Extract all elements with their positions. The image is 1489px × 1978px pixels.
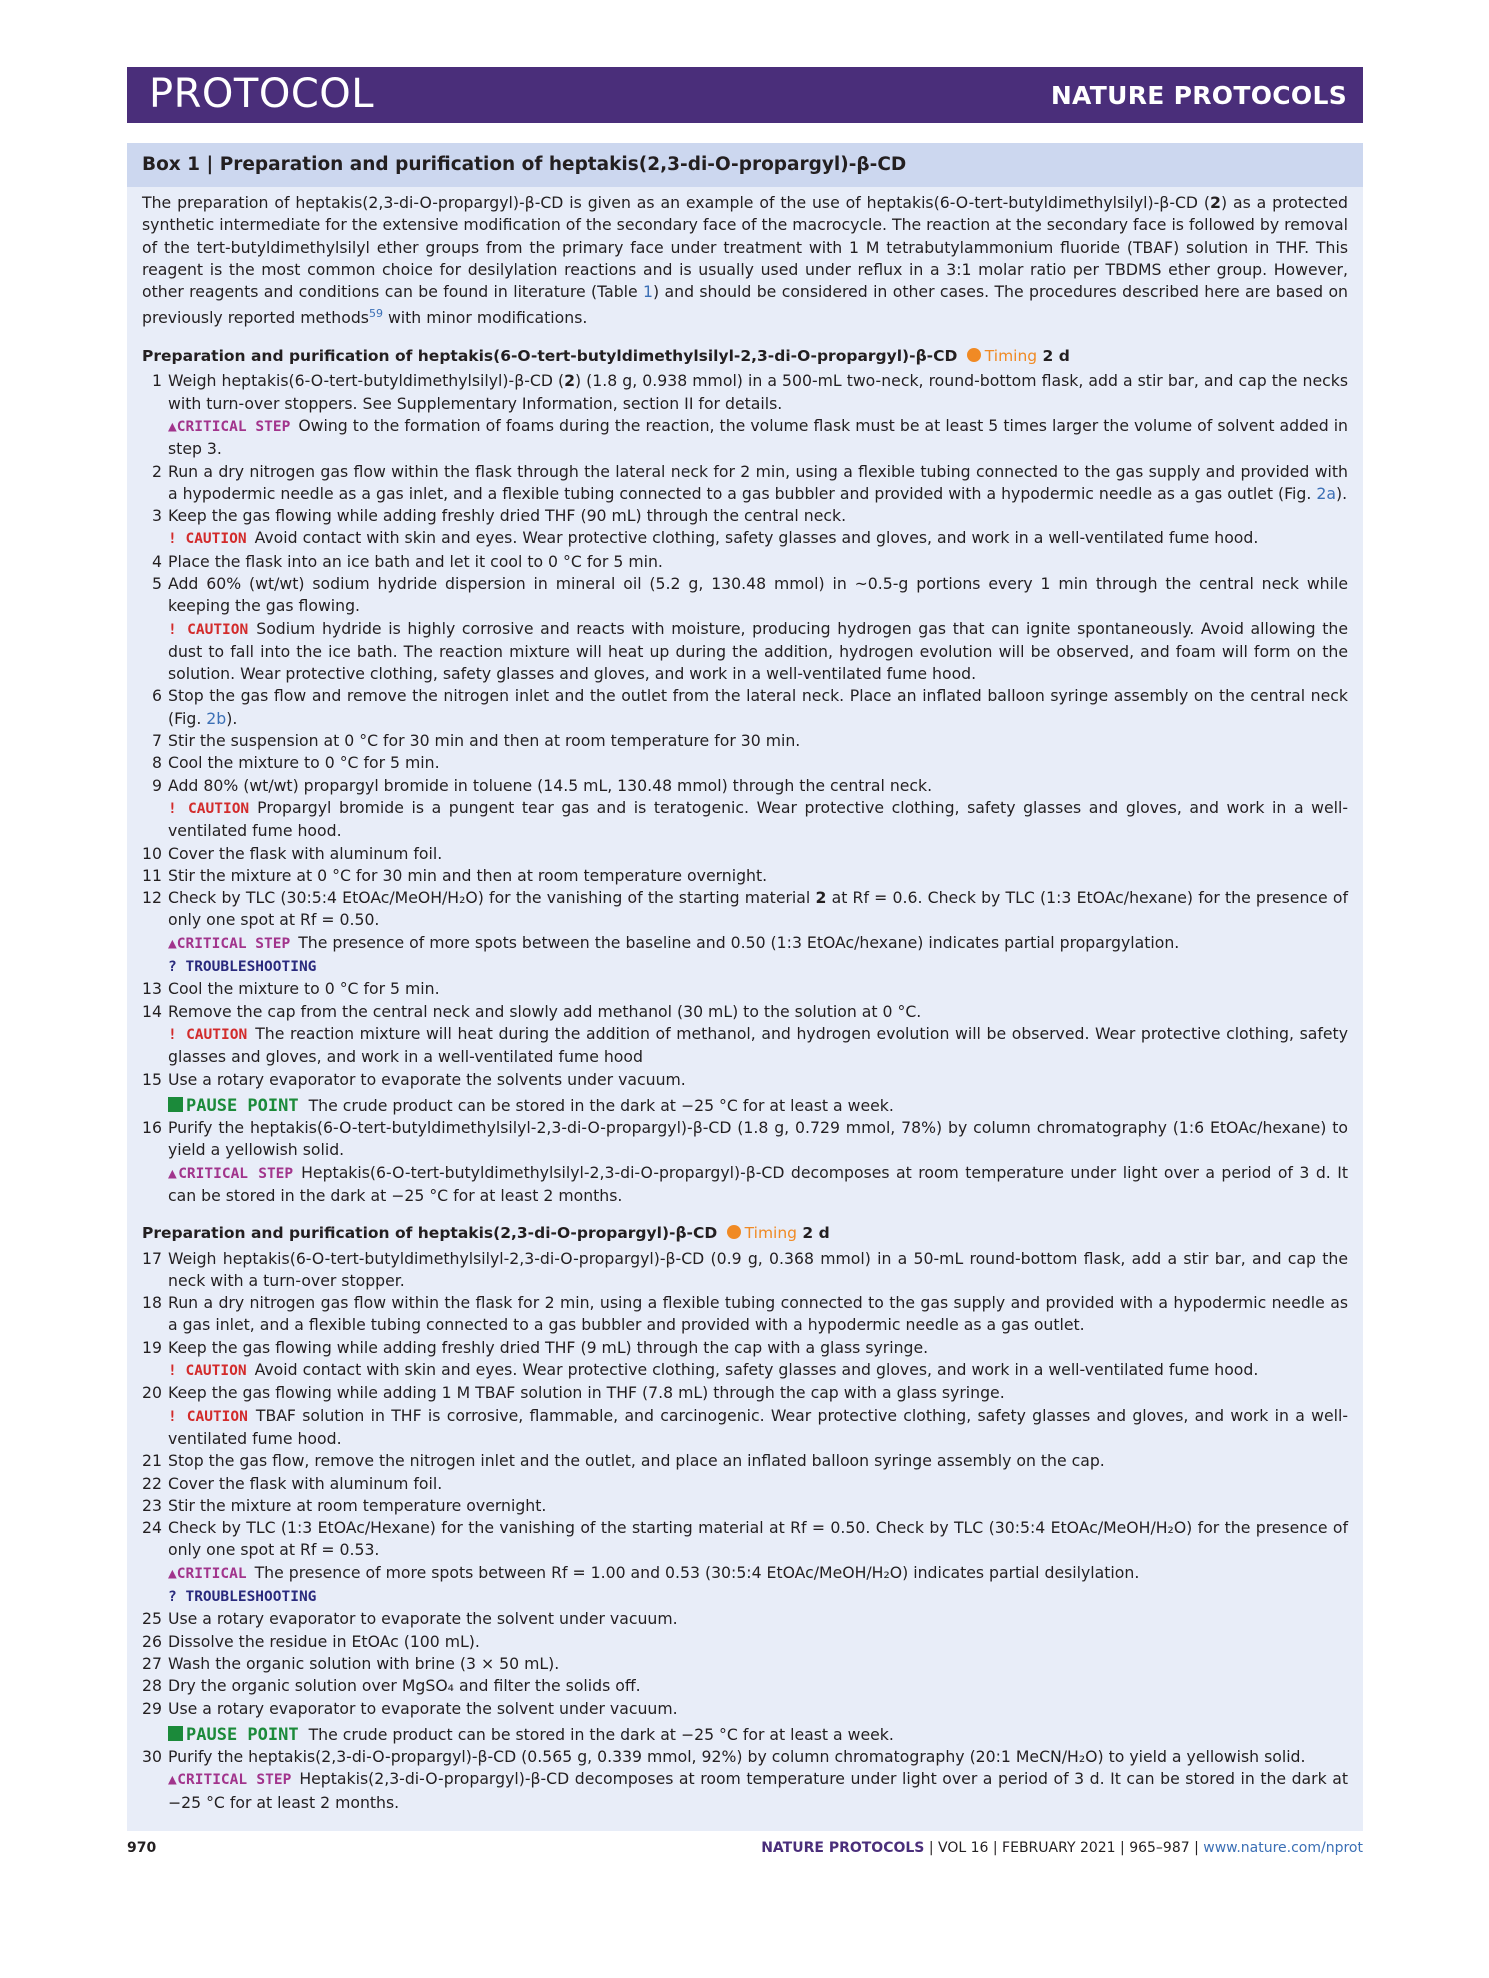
critical-note: ▲CRITICAL STEP Heptakis(2,3-di-O-propargyl)-β-CD decomposes at room temperature under light over a period of 3 d. It can be stored in the dark at −25 °C for at least 2 months. — [168, 1769, 1349, 1812]
pause-point: PAUSE POINT The crude product can be stored in the dark at −25 °C for at least a week. — [142, 1095, 1348, 1117]
step: 21 Stop the gas flow, remove the nitrogen inlet and the outlet, and place an inflated balloon syringe assembly on the cap. — [142, 1451, 1105, 1471]
step: 11 Stir the mixture at 0 °C for 30 min and then at room temperature overnight. — [142, 865, 768, 885]
journal-url-link[interactable]: www.nature.com/nprot — [1203, 1840, 1363, 1856]
step: 9 Add 80% (wt/wt) propargyl bromide in toluene (14.5 mL, 130.48 mmol) through the central neck. — [152, 775, 933, 795]
critical-note: ▲CRITICAL STEP The presence of more spots between the baseline and 0.50 (1:3 EtOAc/hexane) indicates partial propargylation. — [168, 932, 1180, 952]
page-header — [127, 67, 1363, 123]
caution-note: ! CAUTION Avoid contact with skin and eyes. Wear protective clothing, safety glasses and gloves, and work in a well-ventilated fume hood. — [168, 528, 1259, 548]
step: 12 Check by TLC (30:5:4 EtOAc/MeOH/H₂O) for the vanishing of the starting material 2 at Rf = 0.6. Check by TLC (1:3 EtOAc/hexane) for the presence of only one spot at Rf = 0.50. — [142, 888, 1348, 930]
reference-link[interactable]: 59 — [368, 307, 383, 321]
step: 6 Stop the gas flow and remove the nitrogen inlet and the outlet from the lateral neck. Place an inflated balloon syringe assembly on the central neck (Fig. 2b). — [152, 686, 1348, 728]
step: 25 Use a rotary evaporator to evaporate the solvent under vacuum. — [142, 1609, 678, 1629]
box-title-bar — [127, 143, 1363, 187]
section-heading-1: Preparation and purification of heptakis(6-O-tert-butyldimethylsilyl-2,3-di-O-propargyl)-β-CD Timing 2 d — [142, 347, 1070, 366]
step: 3 Keep the gas flowing while adding freshly dried THF (90 mL) through the central neck. — [152, 506, 847, 526]
caution-note: ! CAUTION TBAF solution in THF is corrosive, flammable, and carcinogenic. Wear protective clothing, safety glasses and gloves, and work in a well-ventilated fume hood. — [168, 1405, 1348, 1448]
caution-note: ! CAUTION The reaction mixture will heat during the addition of methanol, and hydrogen evolution will be observed. Wear protective clothing, safety glasses and gloves, and work in a well-ventilated fume hood — [168, 1023, 1348, 1067]
section-heading-2: Preparation and purification of heptakis(2,3-di-O-propargyl)-β-CD Timing 2 d — [142, 1224, 830, 1243]
step: 24 Check by TLC (1:3 EtOAc/Hexane) for the vanishing of the starting material at Rf = 0.50. Check by TLC (30:5:4 EtOAc/MeOH/H₂O) for the presence of only one spot at Rf = 0.53. — [142, 1518, 1348, 1560]
step: 8 Cool the mixture to 0 °C for 5 min. — [152, 753, 440, 773]
step: 22 Cover the flask with aluminum foil. — [142, 1473, 443, 1493]
box-title: Box 1 | Preparation and purification of heptakis(2,3-di-O-propargyl)-β-CD — [142, 154, 907, 175]
caution-note: ! CAUTION Sodium hydride is highly corrosive and reacts with moisture, producing hydrogen gas that can ignite spontaneously. Avoid allowing the dust to fall into the ice bath. The reaction mixture will heat up during the addition, hydrogen evolution will be observed, and foam will form on the solution. Wear protective clothing, safety glasses and gloves, and work in a well-ventilated fume hood. — [168, 618, 1348, 684]
step: 2 Run a dry nitrogen gas flow within the flask through the lateral neck for 2 min, using a flexible tubing connected to the gas supply and provided with a hypodermic needle as a gas inlet, and a flexible tubing connected to a gas bubbler and provided with a hypodermic needle as a gas outlet (Fig. 2a). — [152, 461, 1348, 503]
critical-note: ▲CRITICAL The presence of more spots between Rf = 1.00 and 0.53 (30:5:4 EtOAc/MeOH/H₂O) indicates partial desilylation. — [168, 1562, 1140, 1582]
caution-note: ! CAUTION Avoid contact with skin and eyes. Wear protective clothing, safety glasses and gloves, and work in a well-ventilated fume hood. — [168, 1360, 1259, 1380]
critical-note: ▲CRITICAL STEP Owing to the formation of foams during the reaction, the volume flask must be at least 5 times larger the volume of solvent added in step 3. — [168, 415, 1349, 459]
step: 7 Stir the suspension at 0 °C for 30 min and then at room temperature for 30 min. — [152, 731, 801, 751]
critical-note: ▲CRITICAL STEP Heptakis(6-O-tert-butyldimethylsilyl-2,3-di-O-propargyl)-β-CD decomposes at room temperature under light over a period of 3 d. It can be stored in the dark at −25 °C for at least 2 months. — [168, 1162, 1348, 1205]
step: 15 Use a rotary evaporator to evaporate the solvents under vacuum. — [142, 1069, 686, 1089]
pause-icon — [168, 1726, 183, 1741]
step: 19 Keep the gas flowing while adding freshly dried THF (9 mL) through the cap with a glass syringe. — [142, 1337, 929, 1357]
troubleshooting-note[interactable]: ? TROUBLESHOOTING — [168, 959, 317, 976]
step: 30 Purify the heptakis(2,3-di-O-propargyl)-β-CD (0.565 g, 0.339 mmol, 92%) by column chromatography (20:1 MeCN/H₂O) to yield a yellowish solid. — [142, 1747, 1306, 1767]
troubleshooting-note[interactable]: ? TROUBLESHOOTING — [168, 1589, 317, 1606]
box-content — [142, 192, 1348, 1814]
step: 18 Run a dry nitrogen gas flow within the flask for 2 min, using a flexible tubing connected to the gas supply and provided with a hypodermic needle as a gas inlet, and a flexible tubing connected to a gas bubbler and provided with a hypodermic needle as a gas outlet. — [142, 1293, 1348, 1335]
step: 27 Wash the organic solution with brine (3 × 50 mL). — [142, 1653, 560, 1673]
page-footer — [127, 1840, 1363, 1864]
pause-point: PAUSE POINT The crude product can be stored in the dark at −25 °C for at least a week. — [142, 1724, 1348, 1746]
step: 26 Dissolve the residue in EtOAc (100 mL). — [142, 1631, 480, 1651]
table-link[interactable]: 1 — [643, 282, 654, 302]
figure-link[interactable]: 2a — [1316, 483, 1336, 503]
step: 16 Purify the heptakis(6-O-tert-butyldimethylsilyl-2,3-di-O-propargyl)-β-CD (1.8 g, 0.729 mmol, 78%) by column chromatography (1:6 EtOAc/hexane) to yield a yellowish solid. — [142, 1118, 1348, 1160]
intro-paragraph: The preparation of heptakis(2,3-di-O-propargyl)-β-CD is given as an example of the use of heptakis(6-O-tert-butyldimethylsilyl)-β-CD (2) as a protected synthetic intermediate for the extensive modification of the secondary face of the macrocycle. The reaction at the secondary face is followed by removal of the tert-butyldimethylsilyl ether groups from the primary face under treatment with 1 M tetrabutylammonium fluoride (TBAF) solution in THF. This reagent is the most common choice for desilylation reactions and is usually used under reflux in a 3:1 molar ratio per TBDMS ether group. However, other reagents and conditions can be found in literature (Table 1) and should be considered in other cases. The procedures described here are based on previously reported methods$^{59}$ with minor modifications. — [142, 193, 1349, 328]
page-number: 970 — [127, 1840, 157, 1856]
step: 14 Remove the cap from the central neck and slowly add methanol (30 mL) to the solution at 0 °C. — [142, 1001, 922, 1021]
step: 10 Cover the flask with aluminum foil. — [142, 843, 443, 863]
timing-icon — [727, 1225, 741, 1239]
step: 17 Weigh heptakis(6-O-tert-butyldimethylsilyl-2,3-di-O-propargyl)-β-CD (0.9 g, 0.368 mmol) in a 50-mL round-bottom flask, add a stir bar, and cap the neck with a turn-over stopper. — [142, 1248, 1348, 1290]
section-label: PROTOCOL — [149, 71, 375, 117]
step: 29 Use a rotary evaporator to evaporate the solvent under vacuum. — [142, 1698, 678, 1718]
caution-note: ! CAUTION Propargyl bromide is a pungent tear gas and is teratogenic. Wear protective clothing, safety glasses and gloves, and work in a well-ventilated fume hood. — [168, 797, 1348, 841]
figure-link[interactable]: 2b — [206, 708, 227, 728]
step: 20 Keep the gas flowing while adding 1 M TBAF solution in THF (7.8 mL) through the cap with a glass syringe. — [142, 1383, 1005, 1403]
footer-citation: NATURE PROTOCOLS | VOL 16 | FEBRUARY 2021 | 965–987 | www.nature.com/nprot — [761, 1840, 1363, 1856]
step: 23 Stir the mixture at room temperature overnight. — [142, 1495, 547, 1515]
protocol-box — [127, 143, 1363, 1831]
pause-icon — [168, 1097, 183, 1112]
step: 5 Add 60% (wt/wt) sodium hydride dispersion in mineral oil (5.2 g, 130.48 mmol) in ~0.5-g portions every 1 min through the central neck while keeping the gas flowing. — [152, 573, 1348, 616]
step: 4 Place the flask into an ice bath and let it cool to 0 °C for 5 min. — [152, 551, 663, 571]
step: 1 Weigh heptakis(6-O-tert-butyldimethylsilyl)-β-CD (2) (1.8 g, 0.938 mmol) in a 500-mL two-neck, round-bottom flask, add a stir bar, and cap the necks with turn-over stoppers. See Supplementary Information, section II for details. — [152, 371, 1348, 413]
timing-icon — [967, 348, 981, 362]
step: 28 Dry the organic solution over MgSO₄ and filter the solids off. — [142, 1676, 641, 1696]
step: 13 Cool the mixture to 0 °C for 5 min. — [142, 979, 440, 999]
journal-name: NATURE PROTOCOLS — [1050, 81, 1347, 110]
